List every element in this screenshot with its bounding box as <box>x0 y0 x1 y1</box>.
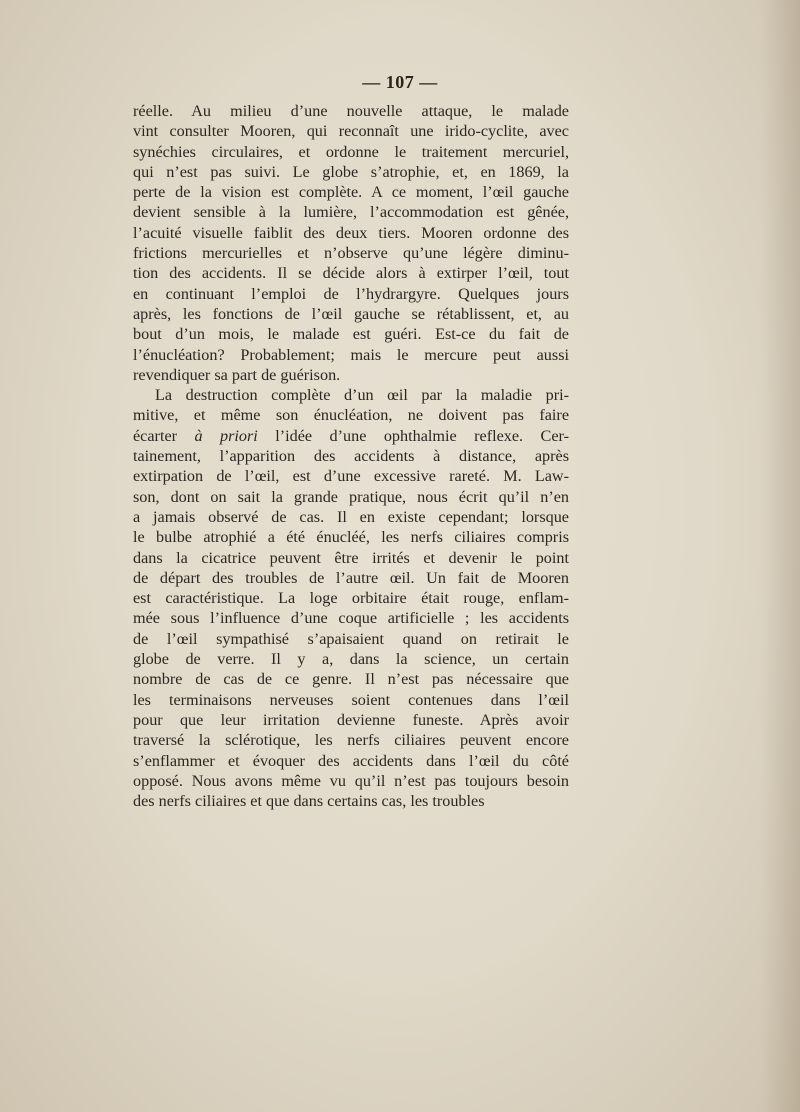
text-line: tion des accidents. Il se décide alors à extirper l’œil, tout <box>133 264 569 283</box>
text-line: mée sous l’influence d’une coque artificielle ; les accidents <box>133 609 569 628</box>
text-line: écarter à priori l’idée d’une ophthalmie reflexe. Cer- <box>133 426 569 445</box>
text-line: les terminaisons nerveuses soient contenues dans l’œil <box>133 690 569 709</box>
text-line: des nerfs ciliaires et que dans certains cas, les troubles <box>133 792 485 811</box>
text-line: perte de la vision est complète. A ce moment, l’œil gauche <box>133 183 569 202</box>
text-line: synéchies circulaires, et ordonne le traitement mercuriel, <box>133 142 569 161</box>
text-line: traversé la sclérotique, les nerfs ciliaires peuvent encore <box>133 731 569 750</box>
text-line: l’acuité visuelle faiblit des deux tiers. Mooren ordonne des <box>133 223 569 242</box>
paragraph <box>133 101 569 385</box>
text-line: est caractéristique. La loge orbitaire était rouge, enflam- <box>133 589 569 608</box>
text-line: le bulbe atrophié a été énucléé, les nerfs ciliaires compris <box>133 528 569 547</box>
text-line: tainement, l’apparition des accidents à distance, après <box>133 447 569 466</box>
text-line: l’énucléation? Probablement; mais le mercure peut aussi <box>133 345 569 364</box>
text-line: mitive, et même son énucléation, ne doivent pas faire <box>133 406 569 425</box>
text-line: bout d’un mois, le malade est guéri. Est-ce du fait de <box>133 325 569 344</box>
page-number: — 107 — <box>362 72 438 92</box>
text-line: de l’œil sympathisé s’apaisaient quand on retirait le <box>133 629 569 648</box>
text-line: dans la cicatrice peuvent être irrités et devenir le point <box>133 548 569 567</box>
text-line: pour que leur irritation devienne funeste. Après avoir <box>133 710 569 729</box>
body-text <box>133 101 569 811</box>
text-line: opposé. Nous avons même vu qu’il n’est pas toujours besoin <box>133 771 569 790</box>
text-line: vint consulter Mooren, qui reconnaît une irido-cyclite, avec <box>133 122 569 141</box>
text-line: extirpation de l’œil, est d’une excessive rareté. M. Law- <box>133 467 569 486</box>
text-line: qui n’est pas suivi. Le globe s’atrophie, et, en 1869, la <box>133 162 569 181</box>
text-line: s’enflammer et évoquer des accidents dans l’œil du côté <box>133 751 569 770</box>
text-line: après, les fonctions de l’œil gauche se rétablissent, et, au <box>133 304 569 323</box>
text-line: en continuant l’emploi de l’hydrargyre. Quelques jours <box>133 284 569 303</box>
text-line: son, dont on sait la grande pratique, nous écrit qu’il n’en <box>133 487 569 506</box>
text-line: de départ des troubles de l’autre œil. Un fait de Mooren <box>133 568 569 587</box>
page-edge-shadow <box>760 0 800 1112</box>
italic-phrase: à priori <box>194 426 258 445</box>
text-line: frictions mercurielles et n’observe qu’une légère diminu- <box>133 244 569 263</box>
paragraph <box>133 385 569 811</box>
text-line: revendiquer sa part de guérison. <box>133 365 341 384</box>
text-line: globe de verre. Il y a, dans la science, un certain <box>133 650 569 669</box>
text-line: La destruction complète d’un œil par la maladie pri- <box>155 386 569 405</box>
text-line: a jamais observé de cas. Il en existe cependant; lorsque <box>133 507 569 526</box>
text-line: nombre de cas de ce genre. Il n’est pas nécessaire que <box>133 670 569 689</box>
text-line: réelle. Au milieu d’une nouvelle attaque, le malade <box>133 102 569 120</box>
text-line: devient sensible à la lumière, l’accommodation est gênée, <box>133 203 569 222</box>
